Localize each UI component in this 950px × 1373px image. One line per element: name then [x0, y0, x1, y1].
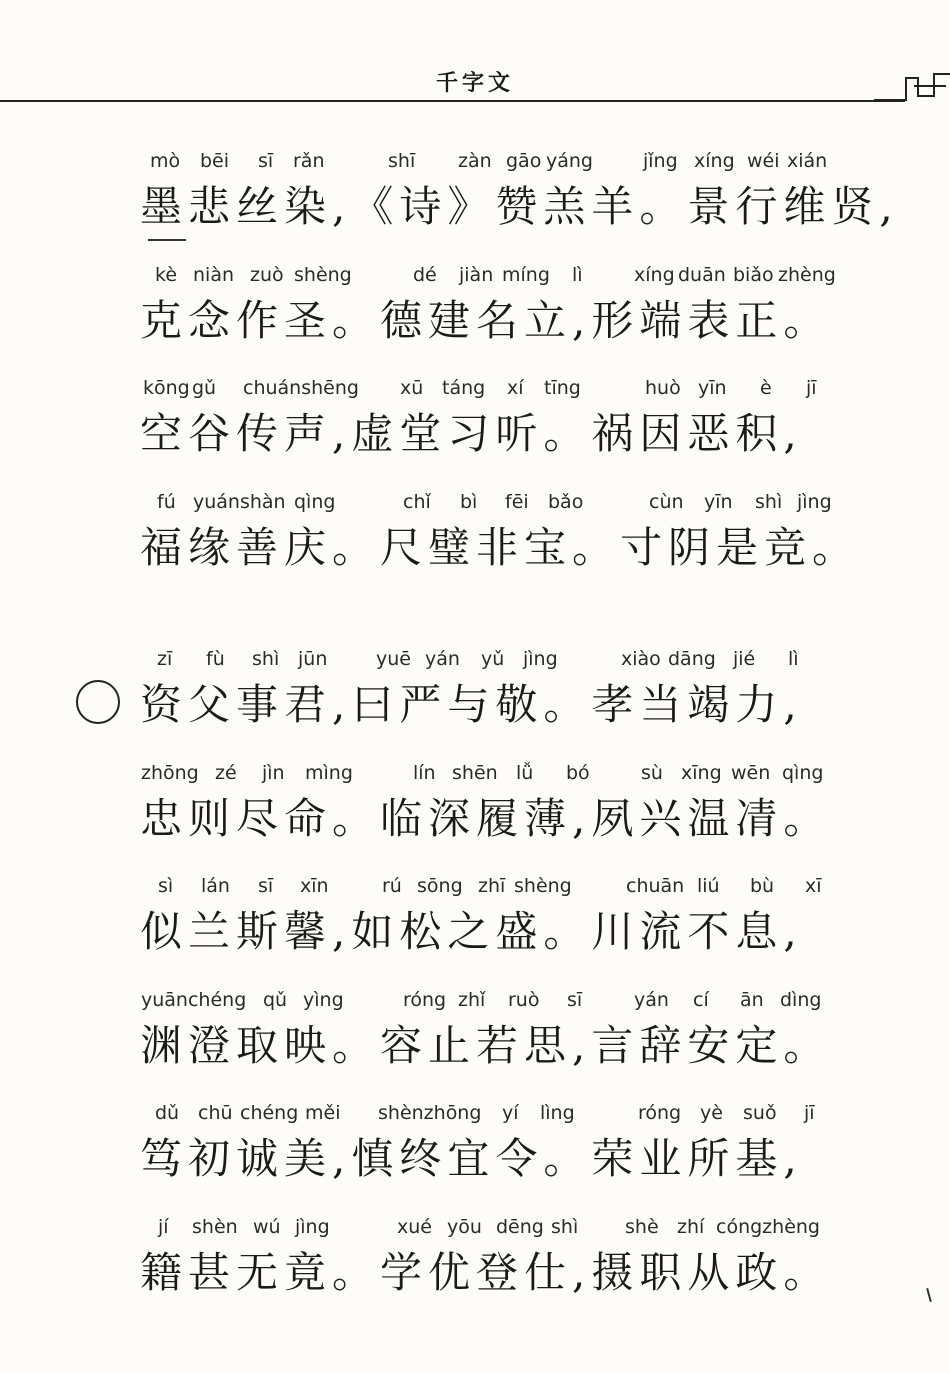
pinyin-syllable: kè	[155, 263, 178, 286]
pinyin-syllable: duān	[678, 263, 726, 286]
pinyin-syllable: mò	[150, 150, 181, 172]
pinyin-syllable: zhí	[677, 1215, 705, 1238]
pinyin-syllable: shì	[252, 648, 280, 670]
pinyin-syllable: xīn	[300, 875, 329, 897]
pinyin-syllable: zhèng	[778, 263, 836, 286]
pinyin-syllable: sōng	[417, 875, 463, 897]
pinyin-syllable: zuò	[250, 263, 284, 286]
stanza	[0, 648, 950, 1329]
header-ornament	[874, 70, 950, 104]
pinyin-syllable: jǐng	[643, 150, 678, 172]
pinyin-syllable: rú	[382, 875, 402, 897]
header-rule	[0, 100, 905, 102]
pinyin-row	[0, 264, 950, 292]
pinyin-syllable: è	[760, 377, 772, 399]
pinyin-syllable: yīn	[704, 490, 733, 513]
hanzi-line: 籍甚无竟。学优登仕,摄职从政。	[140, 1247, 832, 1297]
pinyin-syllable: shī	[388, 150, 416, 172]
pinyin-syllable: xū	[400, 377, 424, 399]
pinyin-syllable: yuánshàn	[193, 490, 286, 513]
pinyin-syllable: xián	[787, 150, 828, 172]
pinyin-syllable: wéi	[747, 150, 780, 172]
pinyin-syllable: cí	[693, 988, 709, 1011]
pinyin-syllable: chuān	[626, 875, 685, 897]
verse-line	[0, 150, 950, 264]
pinyin-syllable: fú	[157, 490, 176, 513]
pinyin-syllable: shēn	[452, 761, 498, 784]
pinyin-syllable: xué	[397, 1215, 432, 1238]
pinyin-syllable: chǐ	[403, 490, 431, 513]
pinyin-syllable: yuānchéng	[141, 988, 247, 1011]
hanzi-line: 克念作圣。德建名立,形端表正。	[140, 295, 832, 345]
pinyin-syllable: jiàn	[459, 263, 494, 286]
pinyin-syllable: shèng	[514, 875, 572, 897]
pinyin-syllable: zī	[157, 648, 173, 670]
pinyin-syllable: rǎn	[293, 150, 325, 172]
pinyin-syllable: suǒ	[743, 1102, 777, 1124]
pinyin-syllable: lì	[572, 263, 583, 286]
pinyin-syllable: biǎo	[733, 263, 774, 286]
pinyin-syllable: bǎo	[548, 490, 584, 513]
pinyin-syllable: míng	[502, 263, 550, 286]
pinyin-syllable: lì	[788, 648, 799, 670]
pinyin-row	[0, 762, 950, 790]
pinyin-syllable: ruò	[508, 988, 540, 1011]
pinyin-syllable: shì	[755, 490, 783, 513]
hanzi-line: 资父事君,曰严与敬。孝当竭力,	[140, 680, 803, 729]
pinyin-syllable: dǔ	[155, 1102, 180, 1124]
pinyin-row	[0, 875, 950, 903]
pinyin-syllable: lìng	[540, 1102, 575, 1124]
pinyin-syllable: lǚ	[516, 761, 534, 784]
pinyin-syllable: dāng	[668, 648, 716, 670]
pinyin-syllable: qìng	[782, 761, 824, 784]
pinyin-syllable: yǔ	[481, 648, 505, 670]
pinyin-syllable: jī	[806, 377, 817, 399]
pinyin-syllable: yīn	[698, 377, 727, 399]
pinyin-syllable: xiào	[621, 648, 661, 670]
pinyin-syllable: huò	[645, 377, 681, 399]
pinyin-syllable: gǔ	[192, 377, 217, 399]
pinyin-syllable: lín	[413, 761, 436, 784]
verse-line	[0, 875, 950, 989]
pinyin-syllable: jìng	[523, 648, 558, 670]
hanzi-line: 似兰斯馨,如松之盛。川流不息,	[140, 907, 803, 956]
pinyin-row	[0, 1102, 950, 1130]
pinyin-syllable: fù	[206, 648, 225, 670]
pinyin-syllable: mìng	[305, 761, 353, 784]
pinyin-syllable: sī	[567, 988, 583, 1011]
pinyin-row	[0, 989, 950, 1017]
pinyin-syllable: táng	[442, 377, 486, 399]
pinyin-syllable: ān	[740, 988, 764, 1011]
pinyin-syllable: jìng	[797, 490, 832, 513]
pinyin-syllable: xíng	[634, 263, 675, 286]
pinyin-row	[0, 648, 950, 676]
pinyin-syllable: zé	[215, 761, 237, 784]
pinyin-syllable: róng	[638, 1102, 682, 1124]
pinyin-syllable: cóngzhèng	[716, 1215, 820, 1238]
pinyin-syllable: shèn	[192, 1215, 238, 1238]
pinyin-syllable: xíng	[694, 150, 735, 172]
pinyin-syllable: chuánshēng	[243, 377, 359, 399]
pinyin-syllable: bù	[750, 875, 775, 897]
pinyin-syllable: bēi	[200, 150, 230, 172]
pinyin-row	[0, 150, 950, 178]
pinyin-syllable: jìn	[262, 761, 285, 784]
pinyin-syllable: xī	[805, 875, 822, 897]
verse-line	[0, 989, 950, 1103]
pinyin-syllable: gāo	[506, 150, 542, 172]
pinyin-syllable: fēi	[505, 490, 529, 513]
pinyin-syllable: chū	[198, 1102, 233, 1124]
pinyin-syllable: sù	[641, 761, 663, 784]
pinyin-syllable: yè	[700, 1102, 723, 1124]
pinyin-syllable: sī	[258, 875, 274, 897]
pinyin-syllable: bì	[460, 490, 478, 513]
pinyin-syllable: kōng	[143, 377, 190, 399]
pinyin-syllable: měi	[305, 1102, 341, 1124]
pinyin-syllable: yí	[502, 1102, 519, 1124]
hanzi-line: 渊澄取映。容止若思,言辞安定。	[140, 1020, 832, 1070]
pinyin-syllable: sì	[158, 875, 174, 897]
pinyin-syllable: tīng	[544, 377, 581, 399]
hanzi-line: 忠则尽命。临深履薄,夙兴温凊。	[140, 793, 832, 843]
pinyin-syllable: dé	[413, 263, 437, 286]
pinyin-syllable: shè	[625, 1215, 659, 1238]
hanzi-line: 墨悲丝染,《诗》赞羔羊。景行维贤,	[140, 182, 899, 231]
pinyin-syllable: qìng	[294, 490, 336, 513]
pinyin-syllable: wēn	[731, 761, 771, 784]
verse-line	[0, 1216, 950, 1330]
pinyin-row	[0, 1216, 950, 1244]
pinyin-syllable: yáng	[546, 150, 593, 172]
pinyin-syllable: yìng	[303, 988, 344, 1011]
pinyin-syllable: dìng	[780, 988, 822, 1011]
hanzi-line: 福缘善庆。尺璧非宝。寸阴是竞。	[140, 522, 861, 572]
pinyin-syllable: chéng	[240, 1102, 299, 1124]
pinyin-syllable: zhī	[478, 875, 506, 897]
pinyin-syllable: yōu	[447, 1215, 482, 1238]
pinyin-syllable: sī	[258, 150, 274, 172]
pinyin-syllable: qǔ	[263, 988, 288, 1011]
pinyin-row	[0, 377, 950, 405]
pinyin-syllable: jí	[158, 1215, 169, 1238]
section-marker-circle	[76, 680, 120, 724]
pinyin-syllable: jìng	[295, 1215, 330, 1238]
pinyin-syllable: shèng	[294, 263, 352, 286]
pinyin-syllable: xīng	[681, 761, 722, 784]
verse-line	[0, 648, 950, 762]
pinyin-syllable: lán	[201, 875, 230, 897]
text-body	[0, 150, 950, 1373]
pinyin-syllable: bó	[566, 761, 590, 784]
pinyin-syllable: shènzhōng	[378, 1102, 482, 1124]
verse-line	[0, 377, 950, 491]
pinyin-syllable: jī	[804, 1102, 815, 1124]
character-underline	[148, 239, 186, 241]
pinyin-syllable: shì	[551, 1215, 579, 1238]
stanza	[0, 150, 950, 604]
pinyin-syllable: liú	[697, 875, 720, 897]
pinyin-row	[0, 491, 950, 519]
pinyin-syllable: yuē	[376, 648, 411, 670]
verse-line	[0, 1102, 950, 1216]
pinyin-syllable: zhōng	[141, 761, 199, 784]
verse-line	[0, 762, 950, 876]
pinyin-syllable: zàn	[458, 150, 492, 172]
pinyin-syllable: dēng	[496, 1215, 544, 1238]
pinyin-syllable: jié	[733, 648, 756, 670]
verse-line	[0, 264, 950, 378]
hanzi-line: 笃初诚美,慎终宜令。荣业所基,	[140, 1134, 803, 1183]
hanzi-line: 空谷传声,虚堂习听。祸因恶积,	[140, 409, 803, 458]
pinyin-syllable: yán	[425, 648, 460, 670]
pinyin-syllable: jūn	[298, 648, 328, 670]
pinyin-syllable: xí	[507, 377, 524, 399]
pinyin-syllable: niàn	[193, 263, 235, 286]
pinyin-syllable: zhǐ	[458, 988, 486, 1011]
pinyin-syllable: cùn	[649, 490, 684, 513]
pinyin-syllable: róng	[403, 988, 447, 1011]
page-header-title: 千字文	[435, 71, 514, 96]
pinyin-syllable: wú	[253, 1215, 281, 1238]
pinyin-syllable: yán	[634, 988, 669, 1011]
verse-line	[0, 491, 950, 605]
